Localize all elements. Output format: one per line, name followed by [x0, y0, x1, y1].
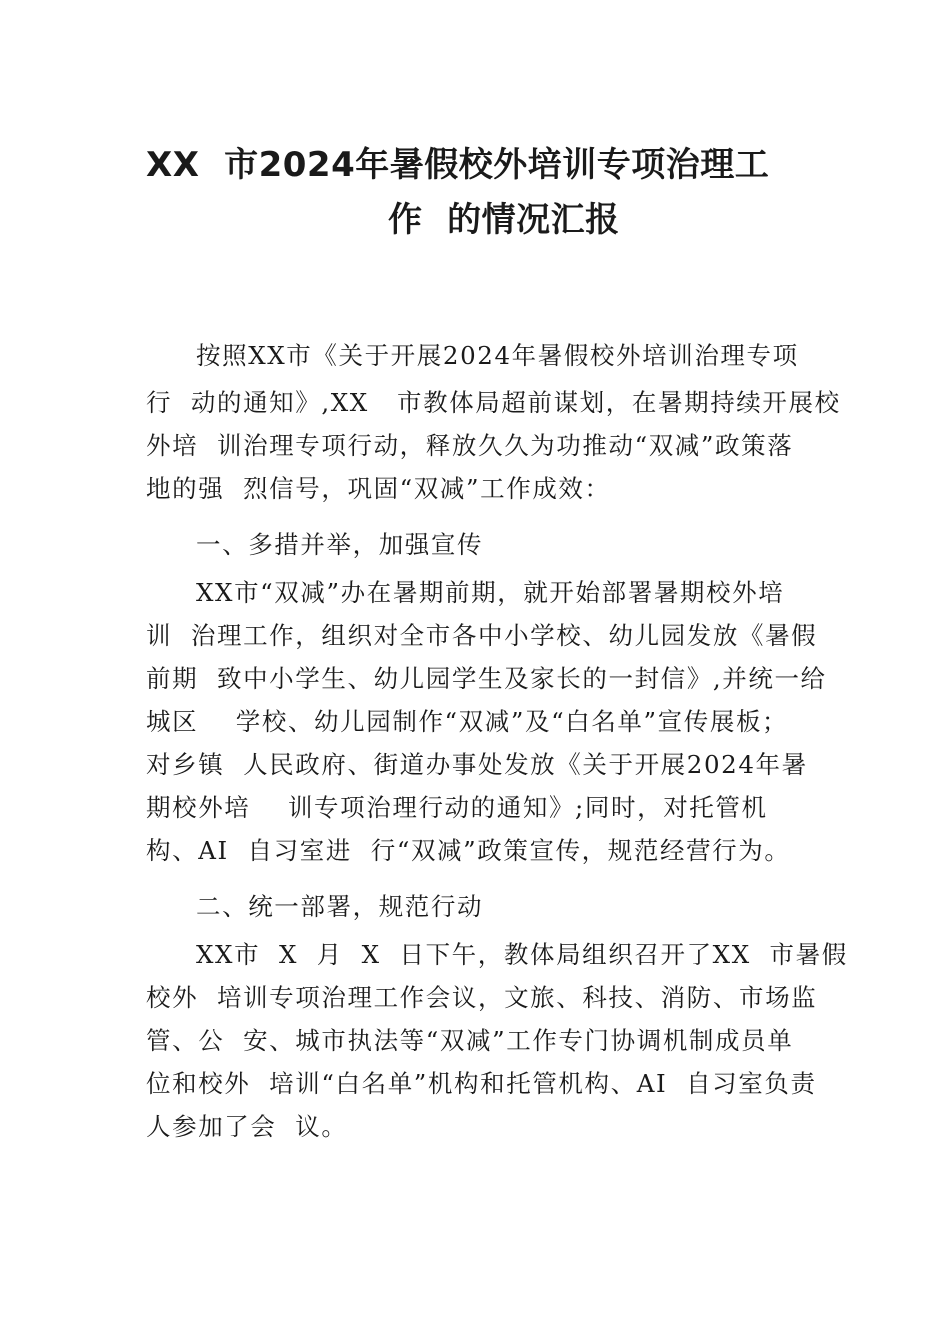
intro-line: 行 动的通知》,XX 市教体局超前谋划，在暑期持续开展校 — [146, 388, 841, 417]
section-1-line: 城区 学校、幼儿园制作“双减”及“白名单”宣传展板； — [146, 707, 789, 736]
section-1-line: 前期 致中小学生、幼儿园学生及家长的一封信》,并统一给 — [146, 664, 827, 693]
section-2-line: 校外 培训专项治理工作会议，文旅、科技、消防、市场监 — [146, 983, 818, 1012]
section-1-line: 构、AI 自习室进 行“双减”政策宣传，规范经营行为。 — [146, 836, 791, 865]
intro-line: 按照XX市《关于开展2024年暑假校外培训治理专项 — [196, 341, 799, 370]
section-1-line: XX市“双减”办在暑期前期，就开始部署暑期校外培 — [196, 578, 785, 607]
section-2-heading: 二、统一部署，规范行动 — [196, 892, 484, 921]
section-1-line: 对乡镇 人民政府、街道办事处发放《关于开展2024年暑 — [146, 750, 808, 779]
section-1-heading: 一、多措并举，加强宣传 — [196, 530, 484, 559]
section-2-line: 人参加了会 议。 — [146, 1112, 348, 1141]
section-1-line: 期校外培 训专项治理行动的通知》;同时，对托管机 — [146, 793, 768, 822]
document-title-line-1: XX 市2024年暑假校外培训专项治理工 — [146, 145, 770, 185]
section-2-line: XX市 X 月 X 日下午，教体局组织召开了XX 市暑假 — [196, 940, 848, 969]
section-2-line: 位和校外 培训“白名单”机构和托管机构、AI 自习室负责 — [146, 1069, 817, 1098]
section-2-line: 管、公 安、城市执法等“双减”工作专门协调机制成员单 — [146, 1026, 794, 1055]
document-title-line-2: 作 的情况汇报 — [388, 200, 620, 240]
intro-line: 外培 训治理专项行动，释放久久为功推动“双减”政策落 — [146, 431, 794, 460]
section-1-line: 训 治理工作，组织对全市各中小学校、幼儿园发放《暑假 — [146, 621, 818, 650]
intro-line: 地的强 烈信号，巩固“双减”工作成效： — [146, 474, 611, 503]
